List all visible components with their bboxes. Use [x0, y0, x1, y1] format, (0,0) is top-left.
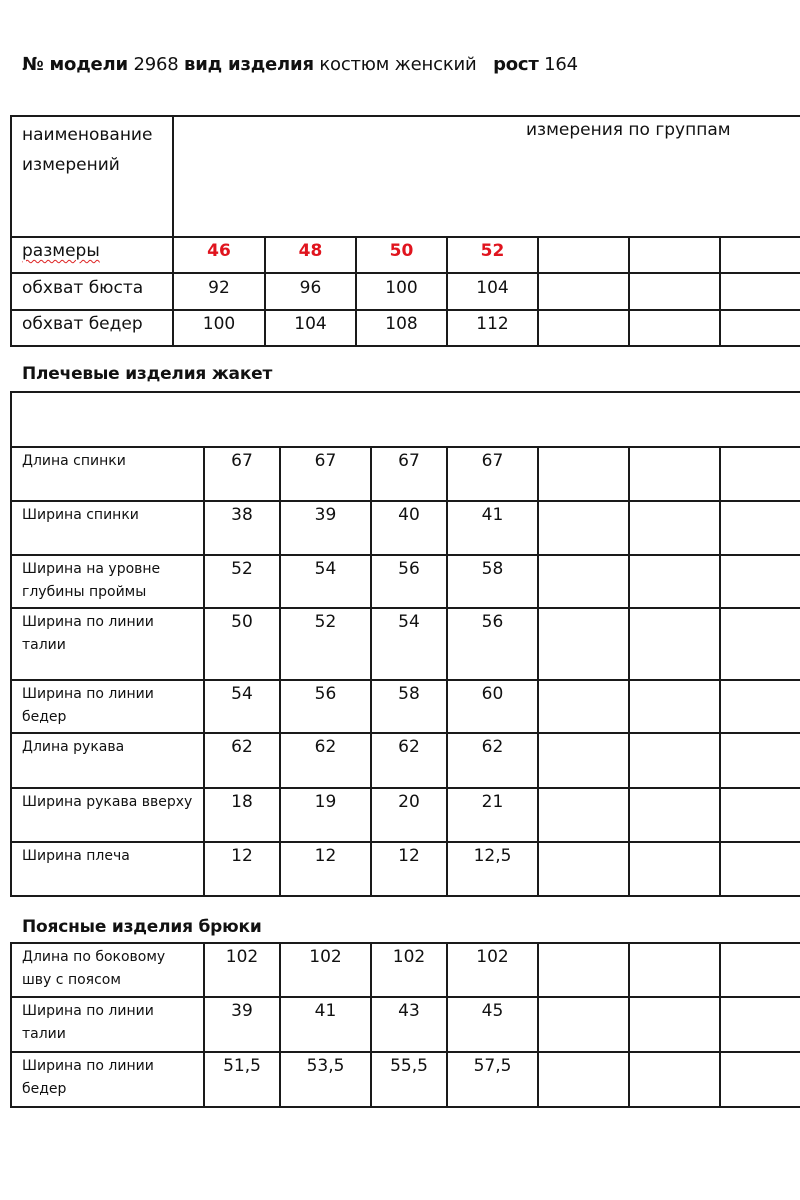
size-46: 46	[207, 241, 231, 261]
row-value: 19	[314, 792, 337, 812]
row-value: 51,5	[223, 1056, 261, 1076]
document-title	[22, 54, 578, 75]
table-border	[10, 345, 800, 347]
table-border	[10, 942, 12, 1108]
table-border	[10, 391, 12, 897]
row-value: 102	[309, 947, 342, 967]
row-value: 56	[314, 684, 337, 704]
table-border	[10, 115, 800, 117]
row-label: Ширина по линии талии	[22, 614, 154, 653]
size-48: 48	[298, 241, 323, 261]
row-value: 53,5	[306, 1056, 345, 1076]
row-value: 104	[476, 278, 509, 298]
pants-section-title: Поясные изделия брюки	[22, 917, 262, 937]
table-border	[172, 115, 174, 347]
name-header: наименование измерений	[22, 125, 153, 175]
type-value: костюм женский	[319, 54, 477, 75]
row-value: 54	[231, 684, 253, 704]
jacket-section-title: Плечевые изделия жакет	[22, 364, 273, 384]
row-value: 100	[385, 278, 418, 298]
height-label: рост	[493, 54, 539, 75]
row-value: 43	[398, 1001, 420, 1021]
row-value: 12,5	[473, 846, 512, 866]
row-value: 92	[208, 278, 230, 298]
row-label: Ширина плеча	[22, 848, 130, 864]
row-value: 58	[398, 684, 420, 704]
row-value: 41	[481, 505, 504, 525]
model-value: 2968	[133, 54, 179, 75]
row-value: 20	[398, 792, 420, 812]
row-value: 112	[476, 314, 509, 334]
row-value: 102	[225, 947, 259, 967]
row-value: 57,5	[473, 1056, 512, 1076]
row-label: Длина по боковому шву с поясом	[22, 949, 166, 988]
groups-header: измерения по группам	[526, 120, 731, 140]
table-border	[10, 554, 800, 556]
row-value: 67	[231, 451, 253, 471]
table-border	[10, 841, 800, 843]
row-label: Длина рукава	[22, 739, 125, 755]
row-value: 54	[314, 559, 337, 579]
table-border	[719, 236, 721, 347]
row-value: 67	[398, 451, 420, 471]
row-value: 62	[314, 737, 337, 757]
row-value: 54	[398, 612, 420, 632]
row-value: 62	[231, 737, 253, 757]
row-value: 39	[314, 505, 337, 525]
row-value: 58	[481, 559, 504, 579]
row-value: 108	[385, 314, 418, 334]
row-value: 18	[231, 792, 253, 812]
height-value: 164	[544, 54, 578, 75]
row-value: 50	[231, 612, 253, 632]
table-border	[10, 1051, 800, 1053]
size-50: 50	[389, 241, 414, 261]
row-value: 52	[314, 612, 337, 632]
row-value: 40	[398, 505, 420, 525]
row-label: Ширина по линии талии	[22, 1003, 154, 1042]
table-border	[10, 996, 800, 998]
table-border	[10, 895, 800, 897]
row-value: 60	[481, 684, 504, 704]
row-value: 96	[299, 278, 322, 298]
table-border	[719, 446, 721, 897]
row-value: 100	[202, 314, 236, 334]
table-border	[537, 446, 539, 897]
table-border	[10, 500, 800, 502]
table-border	[10, 391, 800, 393]
row-value: 56	[481, 612, 504, 632]
row-value: 41	[314, 1001, 337, 1021]
table-border	[10, 732, 800, 734]
table-border	[628, 236, 630, 347]
row-label: Ширина по линии бедер	[22, 1058, 154, 1097]
type-label: вид изделия	[184, 54, 314, 75]
table-border	[719, 942, 721, 1108]
table-border	[10, 942, 800, 944]
model-label: № модели	[22, 54, 128, 75]
row-label: Ширина на уровне глубины проймы	[22, 561, 161, 600]
table-border	[10, 679, 800, 681]
row-value: 21	[481, 792, 504, 812]
row-value: 56	[398, 559, 420, 579]
row-value: 104	[294, 314, 327, 334]
row-value: 67	[481, 451, 504, 471]
row-label: обхват бедер	[22, 314, 143, 334]
row-label: Длина спинки	[22, 453, 126, 469]
size-52: 52	[480, 241, 505, 261]
table-border	[10, 787, 800, 789]
row-value: 62	[398, 737, 420, 757]
table-border	[10, 309, 800, 311]
row-value: 12	[398, 846, 420, 866]
row-value: 38	[231, 505, 253, 525]
row-value: 39	[231, 1001, 253, 1021]
table-border	[10, 115, 12, 347]
row-value: 45	[481, 1001, 504, 1021]
row-value: 102	[392, 947, 426, 967]
row-value: 55,5	[390, 1056, 428, 1076]
row-label: Ширина по линии бедер	[22, 686, 154, 725]
row-value: 12	[314, 846, 337, 866]
table-border	[537, 236, 539, 347]
table-border	[10, 272, 800, 274]
row-value: 62	[481, 737, 504, 757]
sizes-label: размеры	[22, 241, 100, 261]
row-value: 67	[314, 451, 337, 471]
row-label: обхват бюста	[22, 278, 144, 298]
table-border	[628, 446, 630, 897]
row-value: 12	[231, 846, 253, 866]
table-border	[10, 236, 800, 238]
table-border	[10, 607, 800, 609]
row-label: Ширина спинки	[22, 507, 139, 523]
table-border	[10, 446, 800, 448]
row-value: 102	[476, 947, 509, 967]
table-border	[10, 1106, 800, 1108]
row-value: 52	[231, 559, 253, 579]
table-border	[628, 942, 630, 1108]
table-border	[537, 942, 539, 1108]
row-label: Ширина рукава вверху	[22, 794, 193, 810]
